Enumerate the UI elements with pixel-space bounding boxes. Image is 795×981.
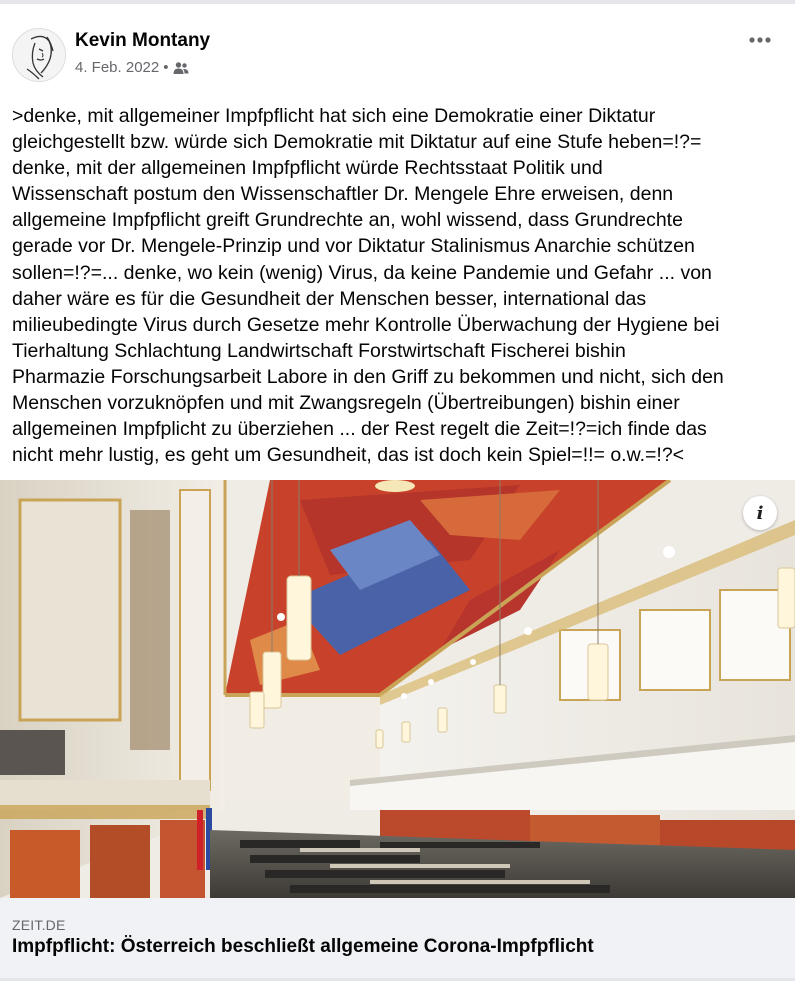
post-date[interactable]: 4. Feb. 2022 (75, 59, 160, 76)
parliament-hall-image (0, 480, 795, 898)
preview-image[interactable] (0, 480, 795, 898)
preview-meta[interactable] (0, 898, 795, 978)
more-options-button[interactable] (744, 28, 776, 52)
meta-separator: • (163, 59, 169, 76)
link-preview-card[interactable] (0, 480, 795, 978)
post-header (0, 4, 795, 90)
preview-domain: ZEIT.DE (12, 917, 66, 933)
info-button[interactable] (743, 496, 777, 530)
friends-icon[interactable] (173, 61, 189, 75)
more-horizontal-icon (748, 37, 772, 43)
post-meta (75, 59, 189, 76)
avatar-sketch-icon (13, 29, 65, 81)
author-name[interactable]: Kevin Montany (75, 30, 211, 51)
info-icon: i (756, 502, 764, 524)
preview-title[interactable]: Impfpflicht: Österreich beschließt allgemeine Corona-Impfpflicht (12, 936, 594, 957)
avatar[interactable] (12, 28, 66, 82)
post-text: >denke, mit allgemeiner Impfpflicht hat sich eine Demokratie einer Diktatur gleichgestellt bzw. würde sich Demokratie mit Diktatur auf eine Stufe heben=!?= denke, mit der allgemeinen Impfpflicht würde Rechtsstaat Politik und Wissenschaft postum den Wissenschaftler Dr. Mengele Ehre erweisen, denn allgemeine Impfpflicht greift Grundrechte an, wohl wissend, dass Grundrechte gerade vor Dr. Mengele-Prinzip und vor Diktatur Stalinismus Anarchie schützen sollen=!?=... denke, wo kein (wenig) Virus, da keine Pandemie und Gefahr ... von daher wäre es für die Gesundheit der Menschen besser, international das milieubedingte Virus durch Gesetze mehr Kontrolle Überwachung der Hygiene bei Tierhaltung Schlachtung Landwirtschaft Forstwirtschaft Fischerei bishin Pharmazie Forschungsarbeit Labore in den Griff zu bekommen und nicht, sich den Menschen vorzuknöpfen und mit Zwangsregeln (Übertreibungen) bishin einer allgemeinen Impfplicht zu überziehen ... der Rest regelt die Zeit=!?=ich finde das nicht mehr lustig, es geht um Gesundheit, das ist doch kein Spiel=!!= o.w.=!?< (12, 105, 724, 467)
